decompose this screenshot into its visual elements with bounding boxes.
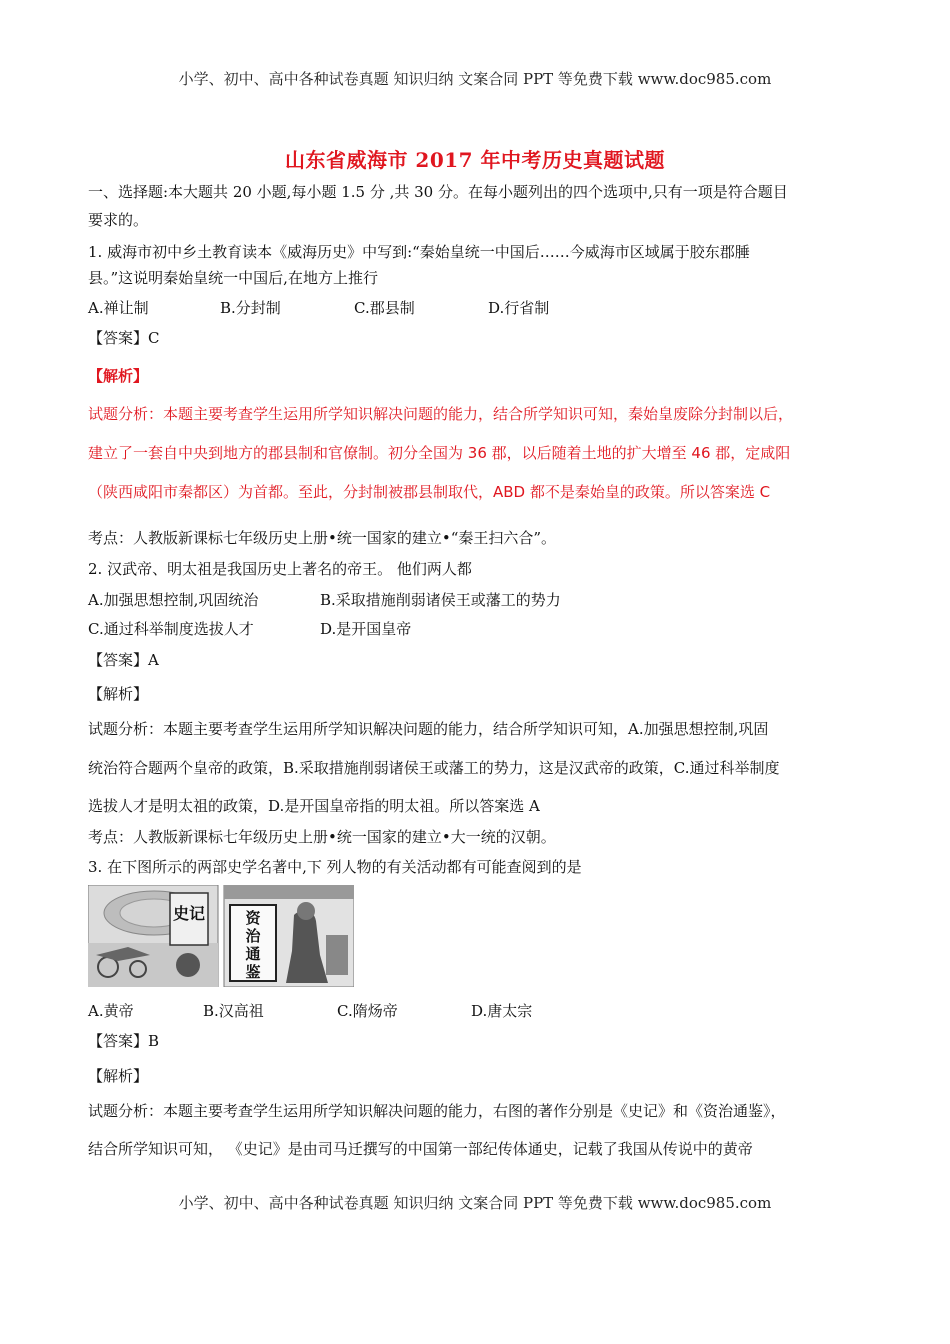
q1-option-d: D.行省制 xyxy=(488,299,550,317)
svg-text:资: 资 xyxy=(245,909,261,927)
shiji-cover-image xyxy=(88,885,218,987)
document-title: 山东省威海市 2017 年中考历史真题试题 xyxy=(284,148,666,172)
q2-option-c: C.通过科举制度选拔人才 xyxy=(88,620,254,638)
q2-kaodian: 考点：人教版新课标七年级历史上册•统一国家的建立•大一统的汉朝。 xyxy=(88,828,556,846)
q3-option-d: D.唐太宗 xyxy=(471,1002,533,1020)
q2-stem: 2. 汉武帝、明太祖是我国历史上著名的帝王。 他们两人都 xyxy=(88,560,472,578)
q3-option-a: A.黄帝 xyxy=(88,1002,134,1020)
q3-option-b: B.汉高祖 xyxy=(203,1002,264,1020)
q3-answer: 【答案】B xyxy=(88,1032,160,1050)
history-books-figure xyxy=(88,885,354,987)
shiji-title: 史记 xyxy=(172,904,206,923)
q2-analysis-line1: 试题分析：本题主要考查学生运用所学知识解决问题的能力，结合所学知识可知，A.加强思想控制,巩固 xyxy=(88,720,769,738)
q1-option-c: C.郡县制 xyxy=(354,299,415,317)
q1-answer: 【答案】C xyxy=(88,329,160,347)
section-instructions-line1: 一、选择题:本大题共 20 小题,每小题 1.5 分 ,共 30 分。在每小题列出的四个选项中,只有一项是符合题目 xyxy=(88,183,788,201)
q2-analysis-line3: 选拔人才是明太祖的政策，D.是开国皇帝指的明太祖。所以答案选 A xyxy=(88,797,540,815)
q2-analysis-line2: 统治符合题两个皇帝的政策，B.采取措施削弱诸侯王或藩工的势力，这是汉武帝的政策，C.通过科举制度 xyxy=(88,759,780,777)
q1-kaodian: 考点：人教版新课标七年级历史上册•统一国家的建立•“秦王扫六合”。 xyxy=(88,529,557,547)
q1-analysis-label: 【解析】 xyxy=(88,367,149,385)
q1-option-a: A.禅让制 xyxy=(88,299,149,317)
q3-analysis-label: 【解析】 xyxy=(88,1067,149,1085)
zizhitongjian-cover-image xyxy=(224,885,354,987)
q3-analysis-line1: 试题分析：本题主要考查学生运用所学知识解决问题的能力，右图的著作分别是《史记》和《资治通鉴》， xyxy=(88,1102,786,1120)
q1-option-b: B.分封制 xyxy=(220,299,281,317)
svg-text:通: 通 xyxy=(245,945,261,963)
q1-stem-line2: 县。”这说明秦始皇统一中国后,在地方上推行 xyxy=(88,269,378,287)
q2-option-a: A.加强思想控制,巩固统治 xyxy=(88,591,259,609)
q1-analysis-line3: （陕西咸阳市秦都区）为首都。至此，分封制被郡县制取代，ABD 都不是秦始皇的政策。所以答案选 C xyxy=(88,483,771,501)
page-footer: 小学、初中、高中各种试卷真题 知识归纳 文案合同 PPT 等免费下载 www.doc985.com xyxy=(178,1194,772,1212)
q2-analysis-label: 【解析】 xyxy=(88,685,149,703)
q3-option-c: C.隋炀帝 xyxy=(337,1002,398,1020)
q2-option-b: B.采取措施削弱诸侯王或藩工的势力 xyxy=(320,591,561,609)
section-instructions-line2: 要求的。 xyxy=(88,211,149,229)
q2-answer: 【答案】A xyxy=(88,651,159,669)
q3-stem: 3. 在下图所示的两部史学名著中,下 列人物的有关活动都有可能查阅到的是 xyxy=(88,858,582,876)
svg-text:治: 治 xyxy=(245,927,261,945)
q3-analysis-line2: 结合所学知识可知， 《史记》是由司马迁撰写的中国第一部纪传体通史，记载了我国从传说中的黄帝 xyxy=(88,1140,753,1158)
q1-analysis-line2: 建立了一套自中央到地方的郡县制和官僚制。初分全国为 36 郡，以后随着土地的扩大增至 46 郡，定咸阳 xyxy=(88,444,791,462)
svg-text:鉴: 鉴 xyxy=(245,963,261,981)
page-header: 小学、初中、高中各种试卷真题 知识归纳 文案合同 PPT 等免费下载 www.doc985.com xyxy=(178,70,772,88)
q1-analysis-line1: 试题分析：本题主要考查学生运用所学知识解决问题的能力，结合所学知识可知，秦始皇废除分封制以后， xyxy=(88,405,794,423)
q1-stem-line1: 1. 威海市初中乡土教育读本《威海历史》中写到:“秦始皇统一中国后……今威海市区域属于胶东郡腄 xyxy=(88,243,750,261)
q2-option-d: D.是开国皇帝 xyxy=(320,620,412,638)
